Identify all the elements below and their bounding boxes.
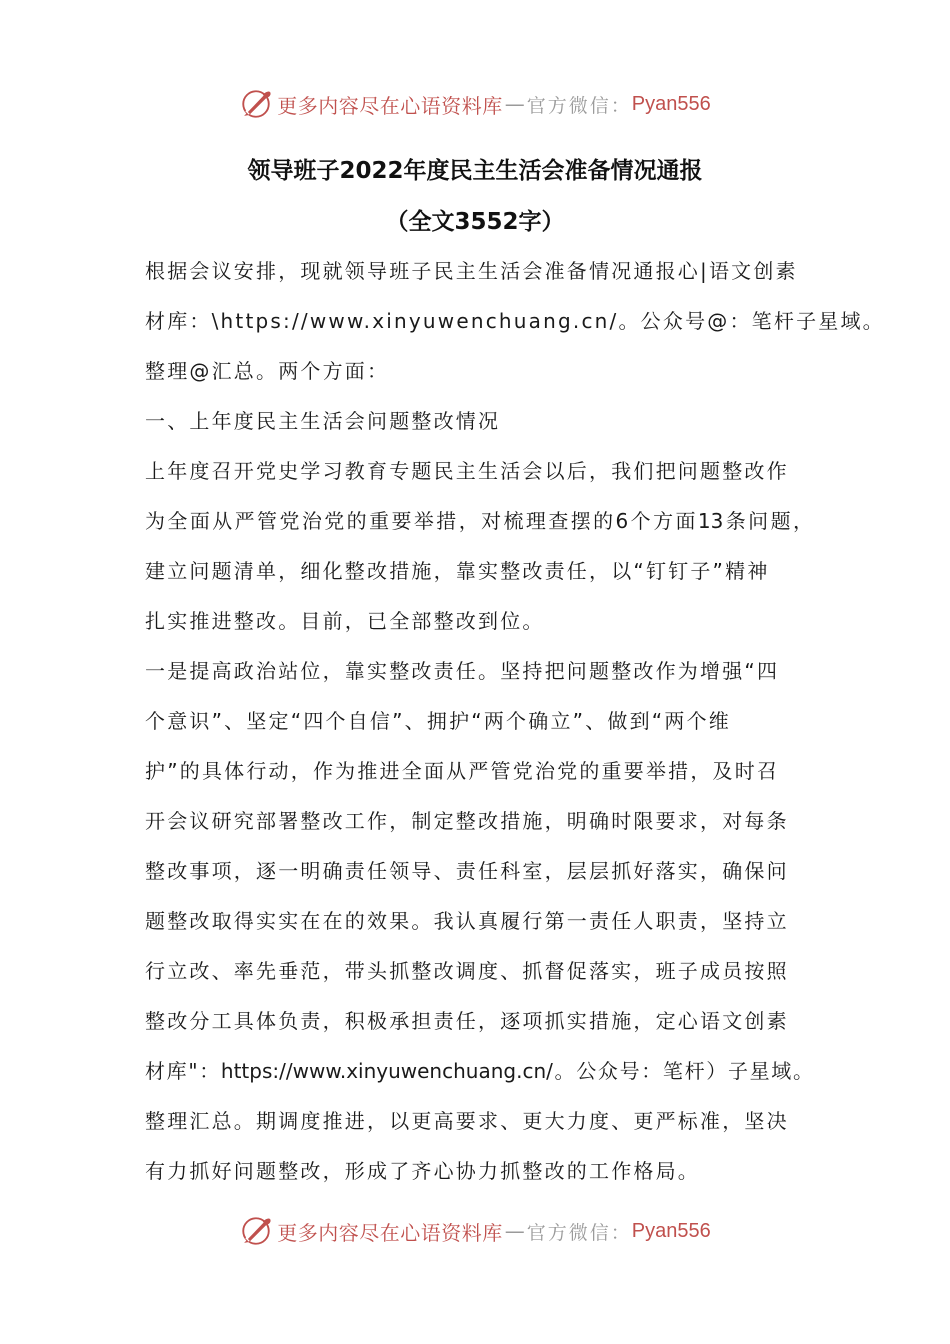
body-line: 建立问题清单，细化整改措施，靠实整改责任，以“钉钉子”精神 xyxy=(145,559,770,583)
document-subtitle: （全文3552字） xyxy=(385,209,565,235)
quill-pen-logo-icon xyxy=(239,87,273,121)
banner-dash: — xyxy=(504,92,525,116)
document-title: 领导班子2022年度民主生活会准备情况通报 xyxy=(247,158,703,184)
banner-contact-label: 官方微信： xyxy=(526,94,632,117)
body-line: 根据会议安排，现就领导班子民主生活会准备情况通报心|语文创素 xyxy=(145,259,798,283)
body-line: 上年度召开党史学习教育专题民主生活会以后，我们把问题整改作 xyxy=(145,459,789,483)
body-line: 个意识”、坚定“四个自信”、拥护“两个确立”、做到“两个维 xyxy=(145,709,731,733)
banner-slogan: 更多内容尽在心语资料库 xyxy=(277,1220,503,1245)
body-line: 扎实推进整改。目前，已全部整改到位。 xyxy=(145,609,545,633)
body-line: 材库"：https://www.xinyuwenchuang.cn/。公众号：笔杆）子星域。 xyxy=(145,1059,813,1083)
body-line: 行立改、率先垂范，带头抓整改调度、抓督促落实，班子成员按照 xyxy=(145,959,789,983)
body-line: 整理@汇总。两个方面： xyxy=(145,359,390,383)
banner-contact-id: Pyan556 xyxy=(631,1219,711,1242)
body-line: 一是提高政治站位，靠实整改责任。坚持把问题整改作为增强“四 xyxy=(145,659,780,683)
footer-watermark-banner xyxy=(0,1211,950,1251)
banner-contact-id: Pyan556 xyxy=(631,92,711,115)
body-line: 护”的具体行动，作为推进全面从严管党治党的重要举措，及时召 xyxy=(145,759,780,783)
body-line: 开会议研究部署整改工作，制定整改措施，明确时限要求，对每条 xyxy=(145,809,789,833)
header-watermark-banner xyxy=(0,84,950,124)
document-body xyxy=(145,248,885,1198)
banner-slogan: 更多内容尽在心语资料库 xyxy=(277,93,503,118)
banner-contact-label: 官方微信： xyxy=(526,1221,632,1244)
body-line: 整改分工具体负责，积极承担责任，逐项抓实措施，定心语文创素 xyxy=(145,1009,789,1033)
section-heading: 一、上年度民主生活会问题整改情况 xyxy=(145,409,501,433)
body-line: 材库：\https://www.xinyuwenchuang.cn/。公众号@：笔杆子星域。 xyxy=(145,309,885,333)
body-line: 整改事项，逐一明确责任领导、责任科室，层层抓好落实，确保问 xyxy=(145,859,789,883)
quill-pen-logo-icon xyxy=(239,1214,273,1248)
body-line: 有力抓好问题整改，形成了齐心协力抓整改的工作格局。 xyxy=(145,1159,700,1183)
body-line: 为全面从严管党治党的重要举措，对梳理查摆的6个方面13条问题， xyxy=(145,509,813,533)
body-line: 题整改取得实实在在的效果。我认真履行第一责任人职责，坚持立 xyxy=(145,909,789,933)
banner-dash: — xyxy=(504,1219,525,1243)
body-line: 整理汇总。期调度推进，以更高要求、更大力度、更严标准，坚决 xyxy=(145,1109,789,1133)
